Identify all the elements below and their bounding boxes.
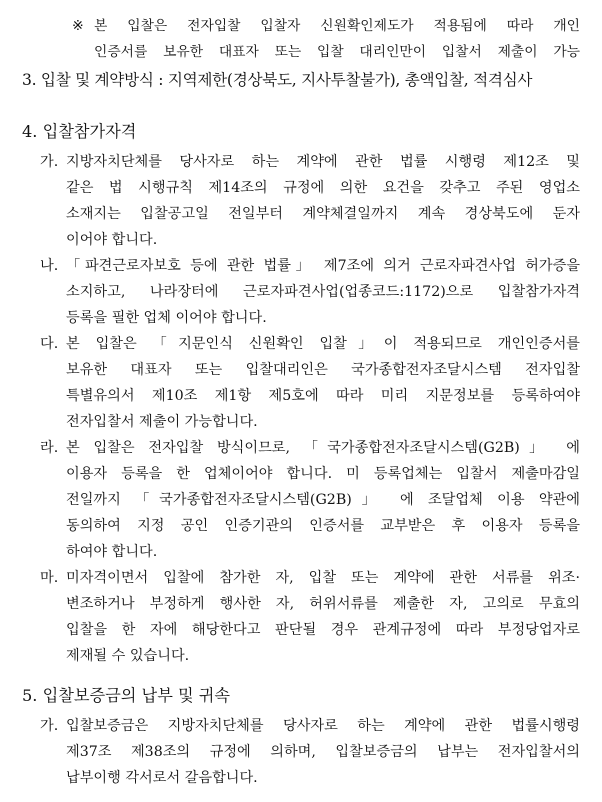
reference-mark: ※ xyxy=(72,18,84,34)
item-line: 등록을 필한 업체 이어야 합니다. xyxy=(66,310,267,326)
item-line: 같은 법 시행규칙 제14조의 규정에 의한 요건을 갖추고 주된 영업소 xyxy=(66,180,580,196)
item-line: 특별유의서 제10조 제1항 제5호에 따라 미리 지문정보를 등록하여야 xyxy=(66,388,580,404)
item-line: 입찰보증금은 지방자치단체를 당사자로 하는 계약에 관한 법률시행령 xyxy=(66,718,580,734)
item-line: 변조하거나 부정하게 행사한 자, 허위서류를 제출한 자, 고의로 무효의 xyxy=(66,596,580,612)
item-line: 본 입찰은 「지문인식 신원확인 입찰」이 적용되므로 개인인증서를 xyxy=(66,336,580,352)
item-line: 소재지는 입찰공고일 전일부터 계약체결일까지 계속 경상북도에 둔자 xyxy=(66,206,580,222)
item-bullet: 다. xyxy=(40,336,59,352)
notice-line-2: 인증서를 보유한 대표자 또는 입찰 대리인만이 입찰서 제출이 가능 xyxy=(94,44,580,60)
section-4-heading: 4. 입찰참가자격 xyxy=(22,122,137,141)
item-line: 동의하여 지정 공인 인증기관의 인증서를 교부받은 후 이용자 등록을 xyxy=(66,518,580,534)
item-bullet: 나. xyxy=(40,258,59,274)
section-3-heading: 3. 입찰 및 계약방식 : 지역제한(경상북도, 지사투찰불가), 총액입찰, 적격심사 xyxy=(22,71,533,89)
item-line: 전자입찰서 제출이 가능합니다. xyxy=(66,414,258,430)
item-line: 「파견근로자보호 등에 관한 법률」 제7조에 의거 근로자파견사업 허가증을 xyxy=(66,258,580,274)
item-line: 미자격이면서 입찰에 참가한 자, 입찰 또는 계약에 관한 서류를 위조· xyxy=(66,570,580,586)
item-line: 지방자치단체를 당사자로 하는 계약에 관한 법률 시행령 제12조 및 xyxy=(66,154,580,170)
item-bullet: 마. xyxy=(40,570,59,586)
section-5-heading: 5. 입찰보증금의 납부 및 귀속 xyxy=(22,686,231,705)
item-bullet: 가. xyxy=(40,154,59,170)
item-line: 소지하고, 나라장터에 근로자파견사업(업종코드:1172)으로 입찰참가자격 xyxy=(66,284,580,300)
item-line: 제재될 수 있습니다. xyxy=(66,648,190,664)
item-line: 입찰을 한 자에 해당한다고 판단될 경우 관계규정에 따라 부정당업자로 xyxy=(66,622,580,638)
notice-line-1: 본 입찰은 전자입찰 입찰자 신원확인제도가 적용됨에 따라 개인 xyxy=(94,18,580,34)
item-line: 이어야 합니다. xyxy=(66,232,158,248)
item-line: 이용자 등록을 한 업체이어야 합니다. 미 등록업체는 입찰서 제출마감일 xyxy=(66,466,580,482)
item-line: 하여야 합니다. xyxy=(66,544,158,560)
item-line: 제37조 제38조의 규정에 의하며, 입찰보증금의 납부는 전자입찰서의 xyxy=(66,744,580,760)
item-line: 납부이행 각서로서 갈음합니다. xyxy=(66,770,258,786)
item-line: 전일까지 「국가종합전자조달시스템(G2B)」 에 조달업체 이용 약관에 xyxy=(66,492,580,508)
item-line: 본 입찰은 전자입찰 방식이므로, 「국가종합전자조달시스템(G2B)」 에 xyxy=(66,440,580,456)
item-line: 보유한 대표자 또는 입찰대리인은 국가종합전자조달시스템 전자입찰 xyxy=(66,362,580,378)
item-bullet: 라. xyxy=(40,440,59,456)
item-bullet: 가. xyxy=(40,718,59,734)
